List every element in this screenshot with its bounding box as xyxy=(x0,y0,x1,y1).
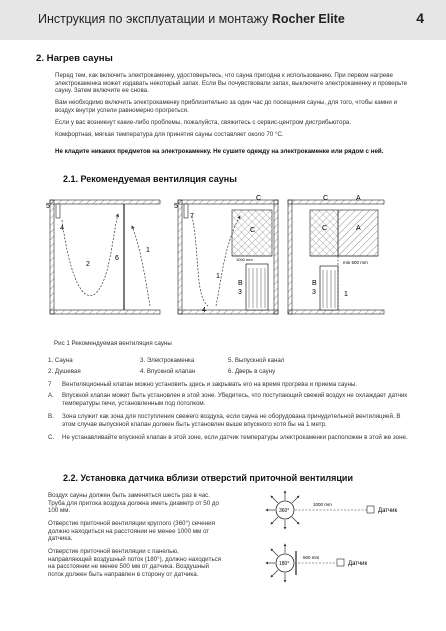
label-7: 7 xyxy=(190,213,194,220)
panel-shower-sauna xyxy=(46,200,160,314)
label-c-zone: C xyxy=(250,227,256,234)
label-a-zone: A xyxy=(356,225,361,232)
note-text: Не устанавливайте впускной клапан в этой зоне, если датчик температуры электрокаменки расположен в этой же зоне. xyxy=(62,434,408,441)
label-c-zone3: C xyxy=(322,225,328,232)
label-c-top3: C xyxy=(323,195,329,202)
section-2-paragraph-4: Комфортная, мягкая температура для принятия сауны составляет около 70 °C. xyxy=(55,131,284,138)
sensor-label-top: Датчик xyxy=(378,508,398,514)
legend-6: 6. Дверь в сауну xyxy=(228,368,276,375)
label-4b: 4 xyxy=(202,307,206,314)
legend-3: 3. Электрокаменка xyxy=(140,357,195,364)
distance-500: 500 mm xyxy=(303,555,320,560)
round-vent-360 xyxy=(266,491,397,529)
label-3: 3 xyxy=(238,289,242,296)
legend-5: 5. Выпускной канал xyxy=(228,357,285,364)
label-b3: B xyxy=(312,280,317,287)
label-2: 2 xyxy=(86,261,90,268)
section-2-title: 2. Нагрев сауны xyxy=(36,53,113,64)
sensor-label-bottom: Датчик xyxy=(348,561,368,567)
legend-4: 4. Впускной клапан xyxy=(140,368,196,375)
sensor-distance-diagram xyxy=(255,488,425,598)
label-3b: 3 xyxy=(312,289,316,296)
label-4: 4 xyxy=(60,225,64,232)
figure-caption: Рис 1 Рекомендуемая вентиляция сауны xyxy=(54,340,172,347)
document-title xyxy=(38,12,345,26)
note-b xyxy=(48,413,408,431)
section-2-paragraph-2: Вам необходимо включить электрокаменку приблизительно за один час до посещения сауны, для того, чтобы камни и воздух внутри успели равномерно прогреться. xyxy=(55,99,398,114)
angle-180: 180° xyxy=(279,561,290,567)
note-c xyxy=(48,434,408,452)
section-2-1-title: 2.1. Рекомендуемая вентиляция сауны xyxy=(63,174,237,184)
ventilation-figure xyxy=(40,186,410,336)
legend-2: 2. Душевая xyxy=(48,368,81,375)
note-text: Зона служит как зона для поступления свежего воздуха, если сауна не оборудована принудительной вентиляцией. В этом случае выпускной клапан должен быть установлен выше впускного хотя бы на 1 метр. xyxy=(62,413,401,428)
label-1000mm: 1000 mm xyxy=(236,257,253,262)
label-c-top: C xyxy=(256,195,262,202)
note-7 xyxy=(48,381,408,390)
title-plain: Инструкция по эксплуатации и монтажу xyxy=(38,12,272,26)
title-brand: Rocher Elite xyxy=(271,12,345,26)
note-a xyxy=(48,392,408,410)
section-2-2-paragraph-3: Отверстие приточной вентиляции с панелью, направляющей воздушный поток (180°), должно находиться на расстоянии не менее 500 мм от датчика. Воздушный поток должен быть направлен в сторону от датчика. xyxy=(48,548,222,578)
note-text: Впускной клапан может быть установлен в этой зоне. Убедитесь, что поступающий свежий воздух не охлаждает датчик температуры печи, установленным под потолком. xyxy=(62,392,408,407)
label-a-top: A xyxy=(356,195,361,202)
label-1b: 1 xyxy=(216,273,220,280)
label-6: 6 xyxy=(115,255,119,262)
label-5: 5 xyxy=(46,203,50,210)
legend-1: 1. Сауна xyxy=(48,357,73,364)
section-2-2-paragraph-2: Отверстие приточной вентиляции круглого (360°) сечения должно находиться на расстоянии не менее 1000 мм от датчика. xyxy=(48,520,215,543)
section-2-2-paragraph-1: Воздух сауны должен быть заменяться шесть раз в час. Труба для притока воздуха должна иметь диаметр от 50 до 100 мм. xyxy=(48,492,219,515)
section-2-warning: Не кладите никаких предметов на электрокаменку. Не сушите одежду на электрокаменке или рядом с ней. xyxy=(55,148,384,155)
page-number: 4 xyxy=(416,10,424,26)
distance-1000: 1000 mm xyxy=(313,502,332,507)
label-min-500mm: min 500 mm xyxy=(343,260,368,265)
label-1c: 1 xyxy=(344,291,348,298)
panel-vent-180 xyxy=(266,544,367,582)
label-5b: 5 xyxy=(174,203,178,210)
section-2-paragraph-1: Перед тем, как включить электрокаменку, удостоверьтесь, что сауна пригодна к использованию. При первом нагреве электрокаменка может издавать некоторый запах. Если Вы почувствовали запах, выключите электрокаменку и проверьте сауну. Затем включите ее снова. xyxy=(55,72,408,95)
label-b: B xyxy=(238,280,243,287)
note-key: A. xyxy=(48,392,54,399)
note-key: 7 xyxy=(48,381,52,388)
panel-zones xyxy=(288,195,384,314)
note-key: B. xyxy=(48,413,54,420)
angle-360: 360° xyxy=(279,508,290,514)
section-2-paragraph-3: Если у вас возникнут какие-либо проблемы, пожалуйста, свяжитесь с сервис-центром дистрибьютора. xyxy=(55,119,352,126)
label-1: 1 xyxy=(146,247,150,254)
section-2-2-title: 2.2. Установка датчика вблизи отверстий приточной вентиляции xyxy=(63,473,353,483)
note-text: Вентиляционный клапан можно установить здесь и закрывать его на время прогрева и приема сауны. xyxy=(62,381,358,388)
panel-sauna-heater xyxy=(174,195,278,314)
note-key: C. xyxy=(48,434,55,441)
